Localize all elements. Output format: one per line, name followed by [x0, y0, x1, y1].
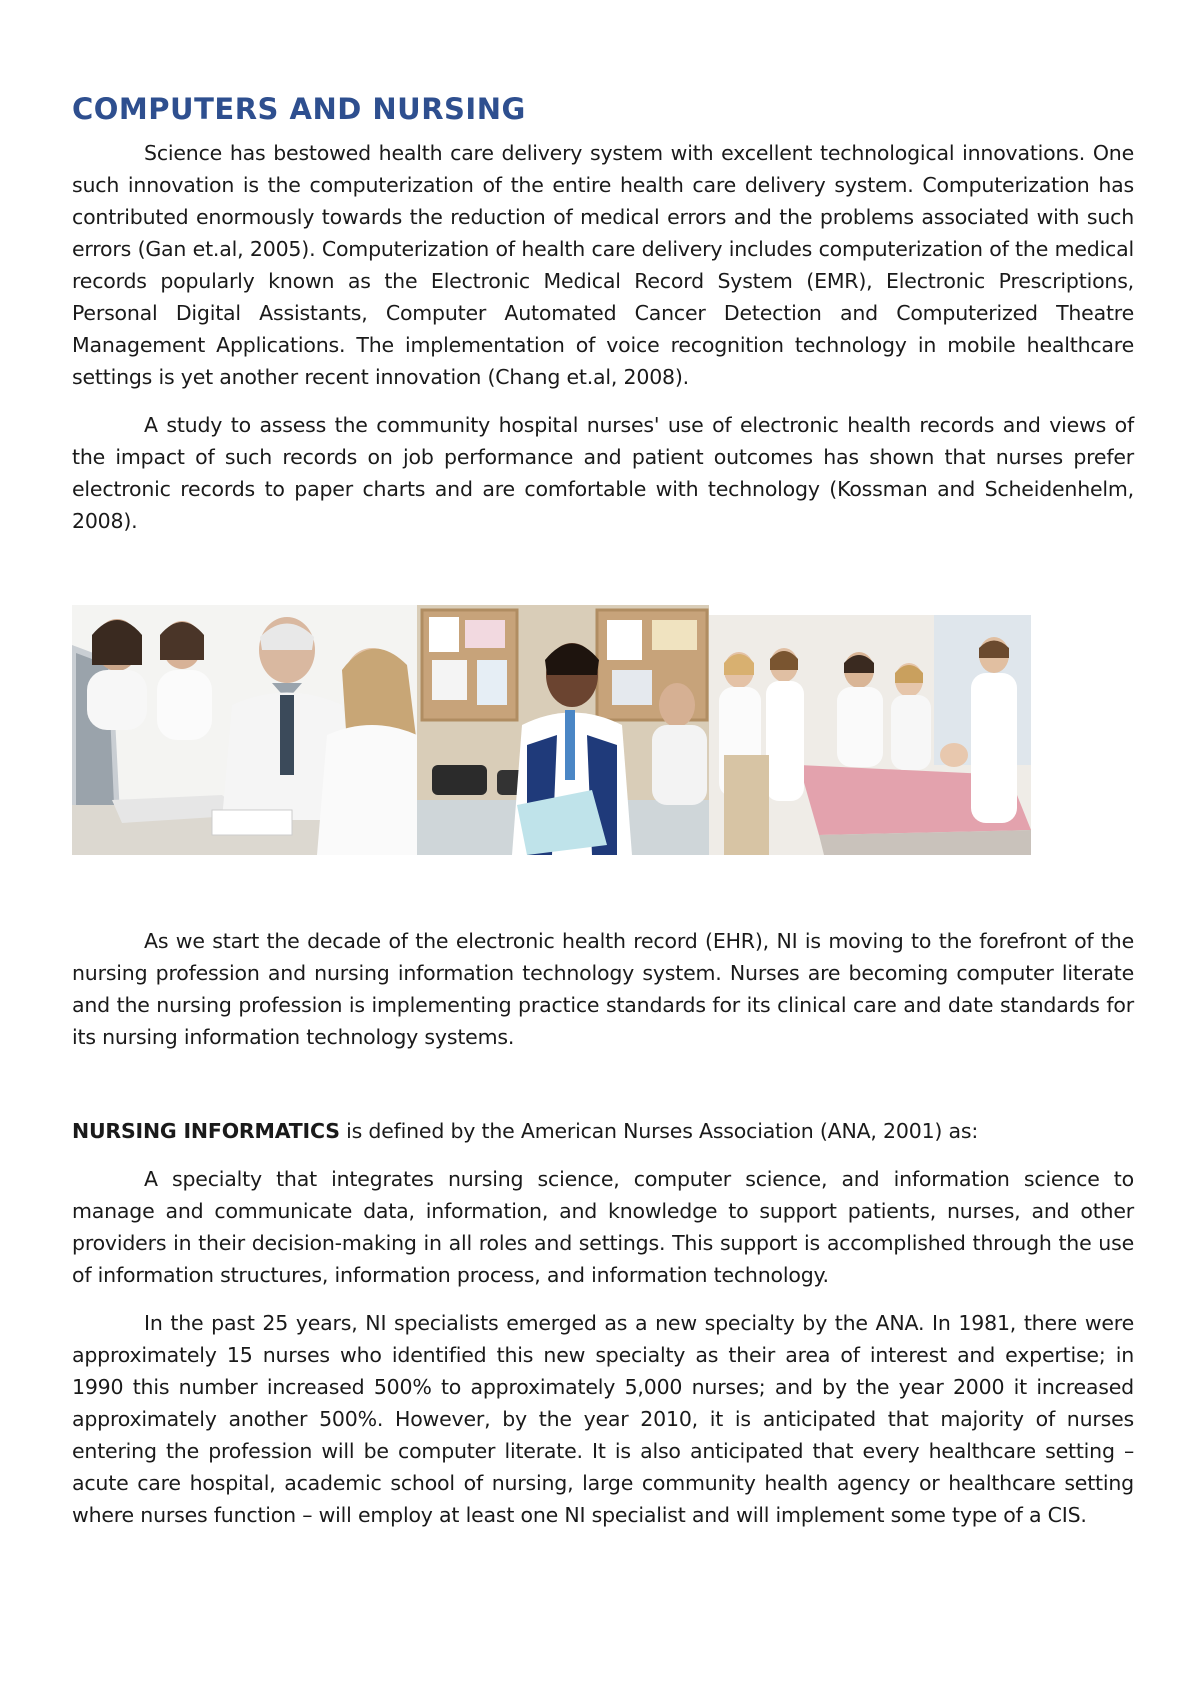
paragraph-intro-1: Science has bestowed health care delivery system with excellent technological innovations. One such innovation is the computerization of the entire health care delivery system. Computerization has contributed enormously towards the reduction of medical errors and the problems associated with such errors (Gan et.al, 2005). Computerization of health care delivery includes computerization of the medical records popularly known as the Electronic Medical Record System (EMR), Electronic Prescriptions, Personal Digital Assistants, Computer Automated Cancer Detection and Computerized Theatre Management Applications. The implementation of voice recognition technology in mobile healthcare settings is yet another recent innovation (Chang et.al, 2008).: [72, 140, 1134, 389]
paragraph-intro-2: A study to assess the community hospital nurses' use of electronic health records and views of the impact of such records on job performance and patient outcomes has shown that nurses prefer electronic records to paper charts and are comfortable with technology (Kossman and Scheidenhelm, 2008).: [72, 412, 1134, 533]
photo-doctors-at-computer: [72, 605, 417, 855]
photo-strip: [72, 605, 1134, 855]
paragraph-ni-definition: A specialty that integrates nursing science, computer science, and information science to manage and communicate data, information, and knowledge to support patients, nurses, and other providers in their decision-making in all roles and settings. This support is accomplished through the use of information structures, information process, and information technology.: [72, 1166, 1134, 1287]
paragraph-ni-history: In the past 25 years, NI specialists emerged as a new specialty by the ANA. In 1981, there were approximately 15 nurses who identified this new specialty as their area of interest and expertise; in 1990 this number increased 500% to approximately 5,000 nurses; and by the year 2000 it increased approximately another 500%. However, by the year 2010, it is anticipated that majority of nurses entering the profession will be computer literate. It is also anticipated that every healthcare setting – acute care hospital, academic school of nursing, large community health agency or healthcare setting where nurses function – will employ at least one NI specialist and will implement some type of a CIS.: [72, 1310, 1134, 1527]
paragraph-ehr-decade: As we start the decade of the electronic health record (EHR), NI is moving to the forefront of the nursing profession and nursing information technology system. Nurses are becoming computer literate and the nursing profession is implementing practice standards for its clinical care and date standards for its nursing information technology systems.: [72, 928, 1134, 1049]
document-title: COMPUTERS AND NURSING: [72, 92, 526, 126]
photo-nurses-at-bedside: [709, 615, 1031, 855]
paragraph-ni-definition-intro: [72, 1115, 1134, 1147]
term-nursing-informatics: NURSING INFORMATICS: [72, 1118, 340, 1143]
document-page: [72, 92, 1134, 1531]
ni-definition-intro-text: is defined by the American Nurses Association (ANA, 2001) as:: [339, 1118, 979, 1143]
photo-nurse-with-clipboard: [417, 605, 709, 855]
